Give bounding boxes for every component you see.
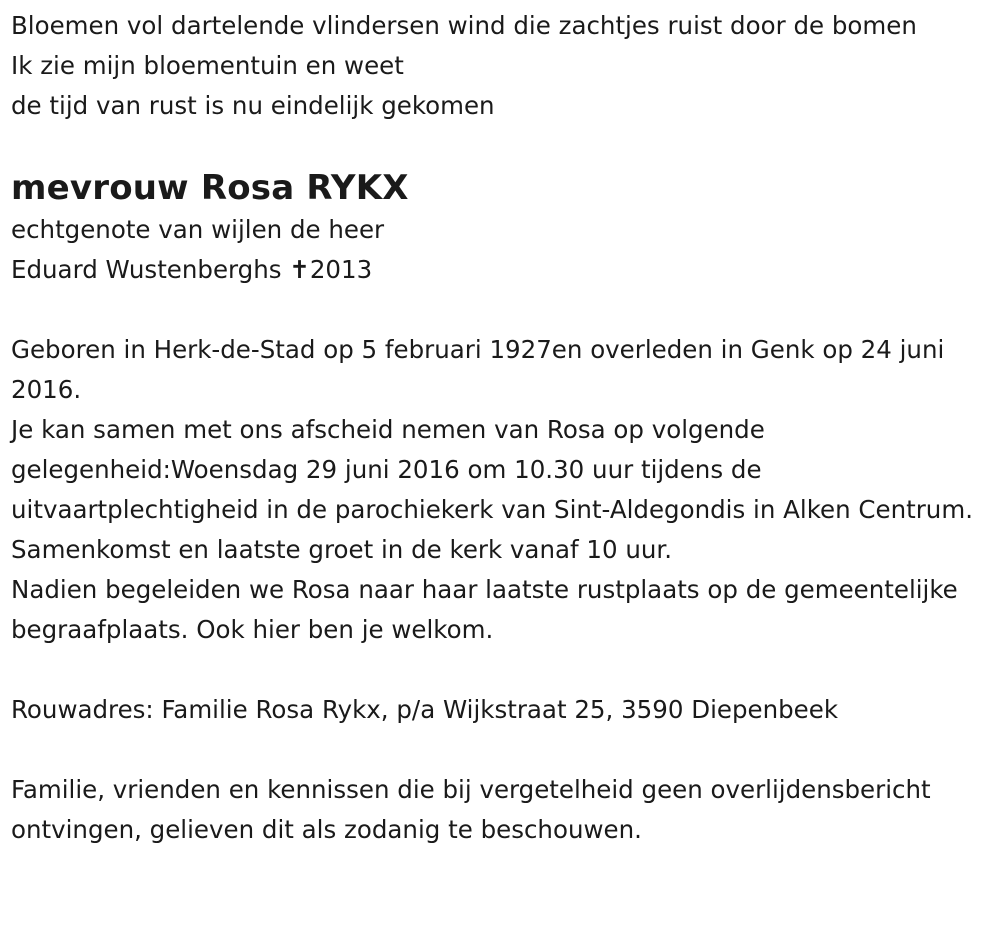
mourning-address: Rouwadres: Familie Rosa Rykx, p/a Wijkstraat 25, 3590 Diepenbeek — [11, 695, 839, 724]
announcement — [11, 330, 991, 650]
deceased-name: mevrouw Rosa RYKX — [11, 168, 409, 208]
poem-line-1: Bloemen vol dartelende vlindersen wind die zachtjes ruist door de bomen — [11, 11, 917, 40]
poem-line-3: de tijd van rust is nu eindelijk gekomen — [11, 91, 495, 120]
spacer — [11, 650, 991, 690]
obituary-notice — [11, 6, 991, 850]
relation-line-2: Eduard Wustenberghs ✝2013 — [11, 255, 373, 284]
birth-death-text: Geboren in Herk-de-Stad op 5 februari 1927en overleden in Genk op 24 juni 2016. — [11, 335, 945, 404]
spacer — [11, 126, 991, 166]
burial-text: Nadien begeleiden we Rosa naar haar laatste rustplaats op de gemeentelijke begraafplaats. Ook hier ben je welkom. — [11, 575, 958, 644]
closing-note: Familie, vrienden en kennissen die bij vergetelheid geen overlijdensbericht ontvingen, gelieven dit als zodanig te beschouwen. — [11, 775, 931, 844]
meeting-text: Samenkomst en laatste groet in de kerk vanaf 10 uur. — [11, 535, 673, 564]
farewell-text: Je kan samen met ons afscheid nemen van Rosa op volgende gelegenheid:Woensdag 29 juni 2016 om 10.30 uur tijdens de uitvaartplechtigheid in de parochiekerk van Sint-Aldegondis in Alken Centrum. — [11, 415, 973, 524]
poem-line-2: Ik zie mijn bloementuin en weet — [11, 51, 404, 80]
spacer — [11, 290, 991, 330]
relation-line-1: echtgenote van wijlen de heer — [11, 215, 385, 244]
poem — [11, 6, 991, 126]
spacer — [11, 730, 991, 770]
